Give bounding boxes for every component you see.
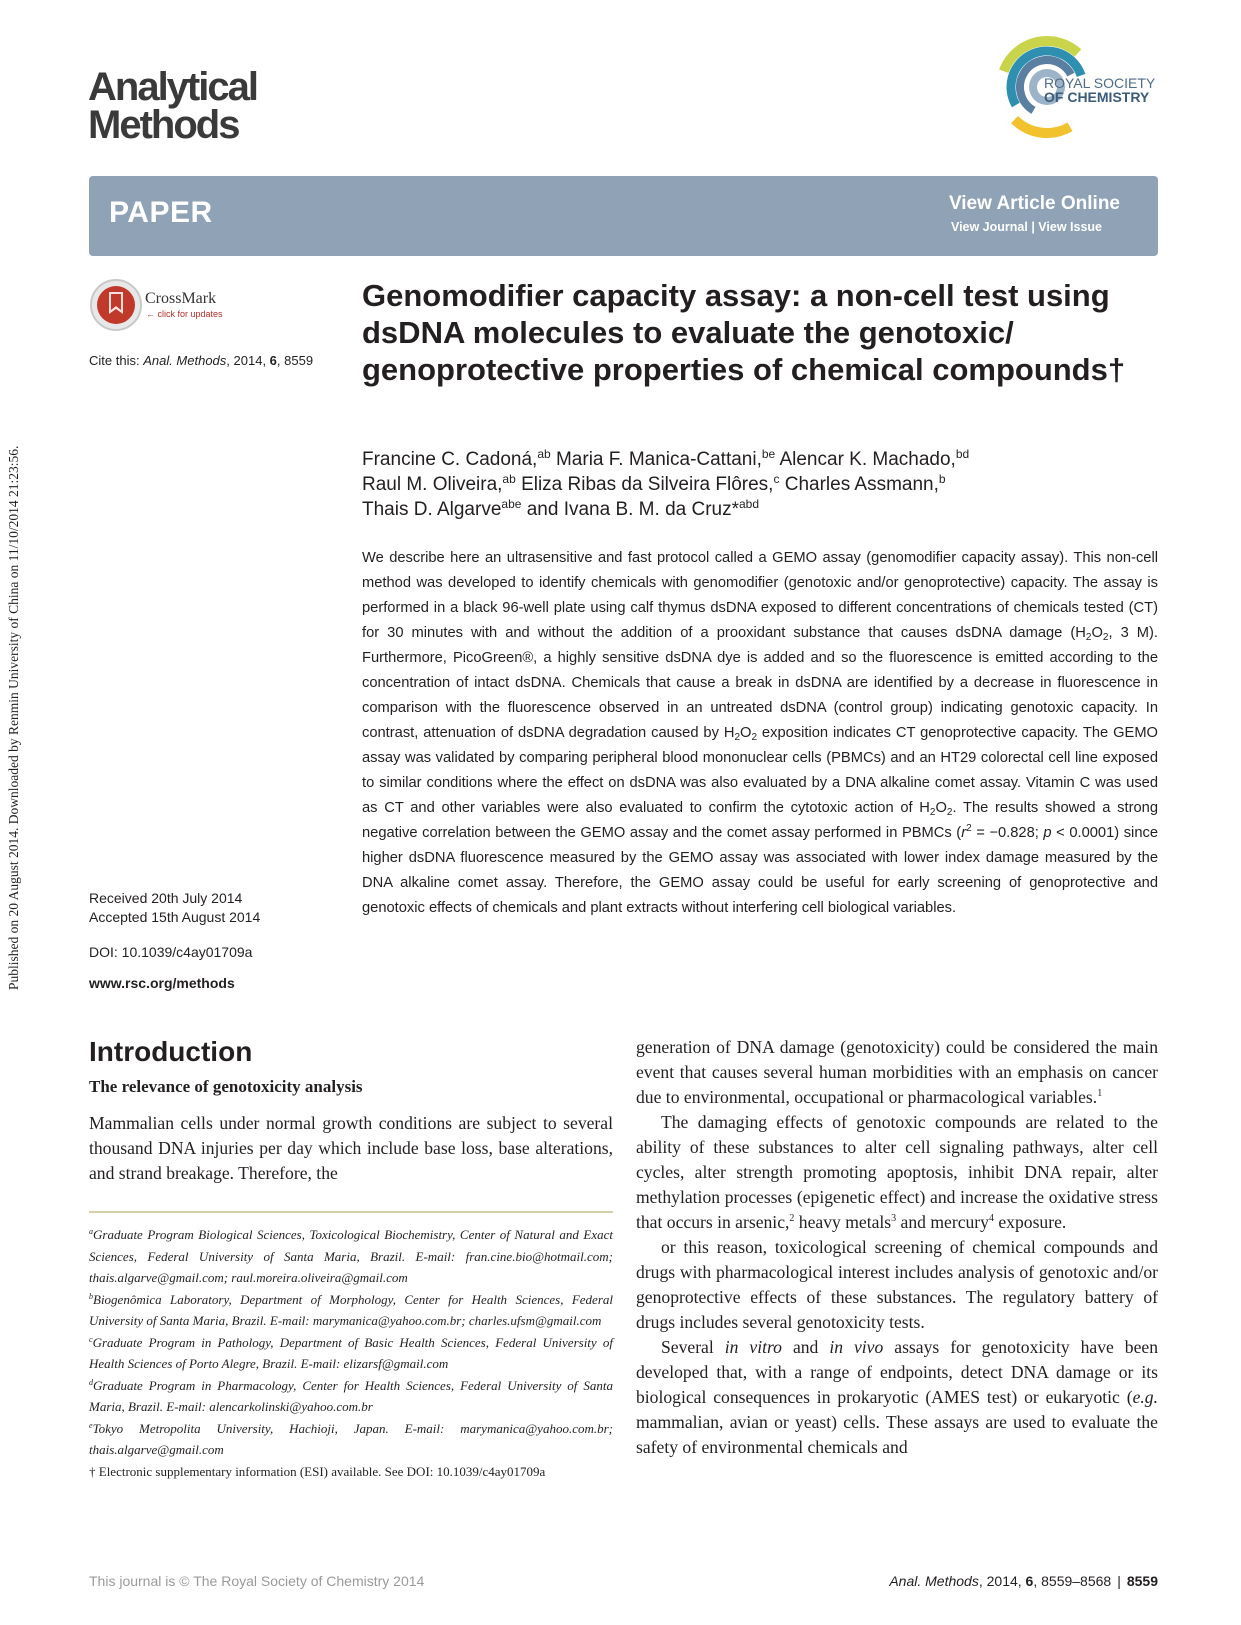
author: and Ivana B. M. da Cruz* bbox=[526, 499, 739, 520]
author: Eliza Ribas da Silveira Flôres, bbox=[521, 474, 774, 495]
footnote-item bbox=[89, 1289, 613, 1332]
abstract-text: O bbox=[1091, 625, 1103, 641]
author: Thais D. Algarve bbox=[362, 499, 502, 520]
body-paragraph: Mammalian cells under normal growth conditions are subject to several thousand DNA injuries per day which include base loss, base alterations, and strand breakage. Therefore, the bbox=[89, 1113, 613, 1183]
article-dates bbox=[89, 889, 260, 927]
footnote-mark: e bbox=[89, 1420, 93, 1430]
accepted-date: Accepted 15th August 2014 bbox=[89, 909, 261, 925]
author: Charles Assmann, bbox=[784, 474, 939, 495]
abstract-symbol: r bbox=[961, 825, 967, 841]
article-type-banner bbox=[89, 176, 1158, 256]
abstract-text: O bbox=[935, 800, 947, 816]
footnote-item bbox=[89, 1224, 613, 1289]
reference-mark[interactable]: 4 bbox=[988, 1213, 994, 1224]
body-text: exposure. bbox=[993, 1212, 1067, 1232]
footnote-divider bbox=[89, 1211, 613, 1213]
footnote-mark: c bbox=[89, 1334, 93, 1344]
author-affiliation: b bbox=[938, 472, 946, 486]
italic-term: e.g. bbox=[1132, 1387, 1158, 1407]
download-notice-text: Published on 20 August 2014. Downloaded by Renmin University of China on 11/10/2014 21:23:56. bbox=[6, 445, 21, 990]
article-type-label: PAPER bbox=[109, 196, 213, 229]
abstract-text: exposition indicates CT genoprotective capacity. The GEMO assay was validated by comparing peripheral blood mononuclear cells (PBMCs) and an HT29 colorectal cell line exposed to similar conditions where the effect on dsDNA was also evaluated by a DNA alkaline comet assay. Vitamin C was used as CT and other variables were also evaluated to confirm the cytotoxic action of H bbox=[362, 725, 1158, 816]
footer-journal: Anal. Methods bbox=[889, 1573, 979, 1589]
author-affiliation: ab bbox=[502, 472, 516, 486]
article-doi[interactable]: DOI: 10.1039/c4ay01709a bbox=[89, 944, 253, 960]
italic-term: in vitro bbox=[724, 1337, 782, 1357]
footer-year: , 2014, bbox=[978, 1573, 1026, 1589]
footnote-item bbox=[89, 1375, 613, 1418]
subsection-heading: The relevance of genotoxicity analysis bbox=[89, 1077, 363, 1096]
download-notice bbox=[2, 300, 26, 1000]
author: Raul M. Oliveira, bbox=[362, 474, 503, 495]
footnote-item bbox=[89, 1332, 613, 1375]
crossmark-subtitle-text: click for updates bbox=[157, 309, 223, 319]
page-number: 8559 bbox=[1126, 1573, 1158, 1589]
abstract-text: We describe here an ultrasensitive and fast protocol called a GEMO assay (genomodifier capacity assay). This non-cell method was developed to identify chemicals with genomodifier (genotoxic and/or genoprotective) capacity. The assay is performed in a black 96-well plate using calf thymus dsDNA exposed to different concentrations of chemicals tested (CT) for 30 minutes with and without the addition of a prooxidant substance that causes dsDNA damage (H bbox=[362, 550, 1158, 641]
subscript: 2 bbox=[946, 807, 953, 818]
footnote-text: Graduate Program in Pathology, Department of Basic Health Sciences, Federal University of Health Sciences of Porto Alegre, Brazil. E-mail: elizarsf@gmail.com bbox=[89, 1334, 613, 1371]
right-column-body bbox=[636, 1035, 1158, 1460]
footer-pages: , 8559–8568 bbox=[1033, 1573, 1112, 1589]
footer-volume: 6 bbox=[1025, 1573, 1034, 1589]
author-list bbox=[362, 447, 1162, 522]
body-text: assays for genotoxicity have been developed that, with a range of endpoints, detect DNA damage or its biological consequences in prokaryotic (AMES test) or eukaryotic ( bbox=[636, 1337, 1159, 1407]
subscript: 2 bbox=[1085, 632, 1092, 643]
view-links bbox=[951, 220, 1102, 234]
footnote-mark: d bbox=[89, 1377, 93, 1387]
italic-term: in vivo bbox=[829, 1337, 884, 1357]
footnote-mark: a bbox=[89, 1227, 93, 1236]
cite-volume: 6 bbox=[269, 353, 277, 368]
journal-title-line1: Analytical bbox=[88, 65, 257, 109]
author-affiliation: abd bbox=[739, 497, 760, 511]
publisher-line1: ROYAL SOCIETY bbox=[1044, 75, 1156, 91]
article-title: Genomodifier capacity assay: a non-cell test using dsDNA molecules to evaluate the genotoxic/ genoprotective properties of chemical compounds† bbox=[362, 278, 1126, 387]
journal-website-link[interactable]: www.rsc.org/methods bbox=[89, 975, 235, 991]
footnote-mark: b bbox=[89, 1291, 93, 1301]
author-affiliation: c bbox=[773, 472, 780, 486]
author-affiliation: bd bbox=[955, 447, 970, 461]
footnote-item bbox=[89, 1418, 613, 1461]
reference-mark[interactable]: 1 bbox=[1097, 1088, 1103, 1099]
subscript: 2 bbox=[734, 732, 741, 743]
author-affiliation: be bbox=[761, 447, 776, 461]
cite-page: , 8559 bbox=[276, 353, 314, 368]
author: Maria F. Manica-Cattani, bbox=[555, 449, 762, 470]
abstract bbox=[362, 546, 1158, 921]
crossmark-icon bbox=[89, 278, 143, 332]
footer-citation bbox=[889, 1573, 1158, 1589]
view-links-separator: | bbox=[1027, 220, 1039, 234]
abstract-text: O bbox=[740, 725, 752, 741]
view-article-online-link[interactable]: View Article Online bbox=[948, 193, 1120, 214]
crossmark-title: CrossMark bbox=[145, 290, 217, 307]
abstract-text: < 0.0001) since higher dsDNA fluorescence measured by the GEMO assay was associated with lower index damage measured by the DNA alkaline comet assay. Therefore, the GEMO assay could be useful for early screening of genoprotective and genotoxic effects of chemicals and plant extracts without interfering cell biological variables. bbox=[362, 825, 1159, 916]
author: Alencar K. Machado, bbox=[779, 449, 956, 470]
body-text: Several bbox=[661, 1337, 725, 1357]
body-text: and mercury bbox=[896, 1212, 989, 1232]
journal-title-line2: Methods bbox=[88, 103, 239, 147]
publisher-name bbox=[1044, 76, 1155, 104]
abstract-text: . The results showed a strong negative correlation between the GEMO assay and the comet assay performed in PBMCs ( bbox=[362, 800, 1158, 841]
author: Francine C. Cadoná, bbox=[362, 449, 538, 470]
crossmark-subtitle: ← click for updates bbox=[146, 309, 223, 319]
cite-prefix: Cite this: bbox=[89, 353, 144, 368]
author-affiliation: abe bbox=[501, 497, 522, 511]
body-text: The damaging effects of genotoxic compounds are related to the ability of these substances to alter cell signaling pathways, alter cell cycles, alter strength promoting apoptosis, inhibit DNA repair, alter methylation processes (epigenetic effect) and increase the oxidative stress that occurs in arsenic, bbox=[636, 1112, 1158, 1232]
section-heading: Introduction bbox=[89, 1036, 253, 1067]
footnote-text: Graduate Program in Pharmacology, Center for Health Sciences, Federal University of Santa Maria, Brazil. E-mail: alencarkolinski@yahoo.com.br bbox=[89, 1377, 613, 1414]
body-text: heavy metals bbox=[794, 1212, 892, 1232]
view-issue-link[interactable]: View Issue bbox=[1038, 220, 1102, 234]
body-paragraph bbox=[636, 1035, 1158, 1110]
footnote-text: Biogenômica Laboratory, Department of Morphology, Center for Health Sciences, Federal University of Santa Maria, Brazil. E-mail: marymanica@yahoo.com.br; charles.ufsm@gmail.com bbox=[89, 1291, 613, 1328]
abstract-symbol: p bbox=[1043, 825, 1052, 841]
journal-logo[interactable] bbox=[88, 65, 257, 147]
footer-copyright: This journal is © The Royal Society of Chemistry 2014 bbox=[89, 1573, 425, 1589]
subscript: 2 bbox=[751, 732, 758, 743]
footnote-text: Graduate Program Biological Sciences, Toxicological Biochemistry, Center of Natural and Exact Sciences, Federal University of Santa Maria, Brazil. E-mail: fran.cine.bio@hotmail.com; thais.algarve@gmail.com; raul.moreira.oliveira@gmail.com bbox=[89, 1227, 613, 1285]
view-journal-link[interactable]: View Journal bbox=[950, 220, 1028, 234]
abstract-text: = −0.828; bbox=[971, 825, 1044, 841]
subscript: 2 bbox=[929, 807, 936, 818]
author-affiliation: ab bbox=[537, 447, 551, 461]
subscript: 2 bbox=[1102, 632, 1109, 643]
footer-separator: | bbox=[1117, 1573, 1121, 1589]
body-paragraph: or this reason, toxicological screening of chemical compounds and drugs with pharmacological interest includes analysis of genotoxic and/or genoprotective effects of these substances. The regulatory battery of drugs includes several genotoxicity tests. bbox=[636, 1237, 1158, 1332]
esi-note: † Electronic supplementary information (ESI) available. See DOI: 10.1039/c4ay01709a bbox=[89, 1463, 546, 1479]
cite-year: , 2014, bbox=[226, 353, 270, 368]
body-paragraph bbox=[636, 1335, 1158, 1460]
publisher-line2: OF CHEMISTRY bbox=[1044, 89, 1150, 105]
footnote-text: Tokyo Metropolita University, Hachioji, Japan. E-mail: marymanica@yahoo.com.br; thais.algarve@gmail.com bbox=[89, 1420, 613, 1457]
received-date: Received 20th July 2014 bbox=[89, 890, 243, 906]
body-text: mammalian, avian or yeast) cells. These assays are used to evaluate the safety of environmental chemicals and bbox=[636, 1412, 1158, 1457]
citation bbox=[89, 353, 313, 368]
affiliation-footnotes bbox=[89, 1224, 613, 1482]
crossmark-badge[interactable] bbox=[89, 278, 249, 334]
reference-mark[interactable]: 3 bbox=[891, 1213, 897, 1224]
body-text: generation of DNA damage (genotoxicity) could be considered the main event that causes several human morbidities with an emphasis on cancer due to environmental, occupational or pharmacological variables. bbox=[636, 1037, 1158, 1107]
reference-mark[interactable]: 2 bbox=[789, 1213, 795, 1224]
body-text: and bbox=[781, 1337, 830, 1357]
cite-journal: Anal. Methods bbox=[143, 353, 227, 368]
abstract-text: , 3 M). Furthermore, PicoGreen®, a highly sensitive dsDNA dye is added and so the fluorescence is emitted according to the concentration of intact dsDNA. Chemicals that cause a break in dsDNA are identified by a decrease in fluorescence in comparison with the fluorescence observed in an untreated dsDNA (control group) indicating genotoxic capacity. In contrast, attenuation of dsDNA degradation caused by H bbox=[362, 625, 1158, 741]
superscript: 2 bbox=[966, 823, 972, 834]
body-paragraph bbox=[636, 1110, 1158, 1235]
